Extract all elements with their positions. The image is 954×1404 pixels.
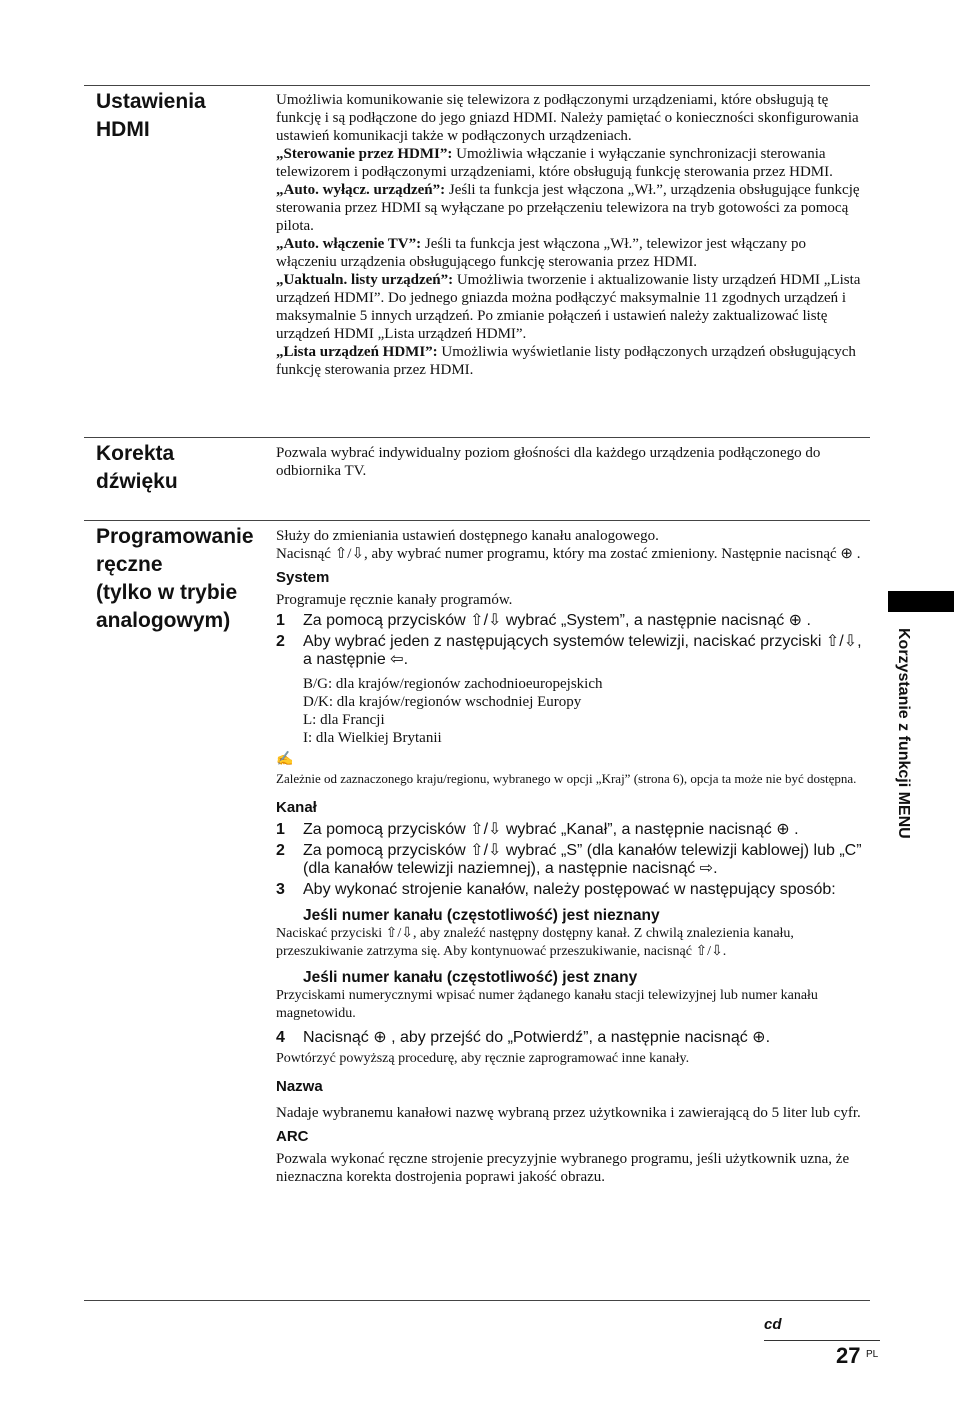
system-option: D/K: dla krajów/regionów wschodniej Europy <box>303 694 582 710</box>
item-text: Jeśli ta funkcja jest włączona „Wł.”, telewizor jest włączany po włączeniu urządzenia obsługującego funkcję sterowania przez HDMI. <box>276 236 806 270</box>
step <box>276 612 870 630</box>
item-label: „Auto. włączenie TV”: <box>276 236 422 252</box>
intro-text: Umożliwia komunikowanie się telewizora z podłączonymi urządzeniami, które obsługują tę funkcję i są podłączone do jego gniazd HDMI. Należy pamiętać o konieczności skonfigurowania ustawień komunikacji także w podłączonych urządzeniach. <box>276 92 859 144</box>
hdmi-item <box>276 145 870 181</box>
note-icon: ✍ <box>276 752 294 767</box>
page-language-suffix: PL <box>866 1349 879 1360</box>
step <box>276 1029 870 1047</box>
step-number: 1 <box>276 821 285 838</box>
section-divider <box>84 520 870 521</box>
intro-text: Nacisnąć ⇧/⇩, aby wybrać numer programu, który ma zostać zmieniony. Następnie nacisnąć ⊕ . <box>276 546 861 562</box>
step <box>276 821 870 839</box>
title-line: Ustawienia <box>96 90 206 113</box>
step-text: Nacisnąć ⊕ , aby przejść do „Potwierdź”, a następnie nacisnąć ⊕. <box>303 1029 771 1046</box>
section-body-hdmi <box>276 91 870 379</box>
page-number: 27 <box>836 1343 861 1368</box>
nazwa-text: Nadaje wybranemu kanałowi nazwę wybraną przez użytkownika i zawierającą do 5 liter lub cyfr. <box>276 1105 861 1121</box>
intro-text: Służy do zmieniania ustawień dostępnego kanału analogowego. <box>276 528 659 544</box>
section-title-korekta <box>96 440 271 496</box>
section-divider <box>84 437 870 438</box>
step <box>276 633 870 669</box>
system-option: L: dla Francji <box>303 712 385 728</box>
title-line: Programowanie <box>96 525 254 548</box>
title-line: (tylko w trybie <box>96 581 238 604</box>
system-option: I: dla Wielkiej Brytanii <box>303 730 442 746</box>
section-body-programowanie <box>276 527 870 1186</box>
item-label: „Sterowanie przez HDMI”: <box>276 146 453 162</box>
hdmi-item <box>276 343 870 379</box>
item-label: „Uaktualn. listy urządzeń”: <box>276 272 454 288</box>
step-number: 2 <box>276 633 285 650</box>
section-title-hdmi <box>96 88 271 144</box>
item-text: Umożliwia włączanie i wyłączanie synchronizacji sterowania telewizorem i podłączonymi urządzeniami, które obsługują funkcję sterowania przez HDMI. <box>276 146 833 180</box>
section-divider <box>84 85 870 86</box>
subheading-arc: ARC <box>276 1128 309 1145</box>
item-text: Jeśli ta funkcja jest włączona „Wł.”, urządzenia obsługujące funkcję sterowania przez HDMI są wyłączane po przełączeniu telewizora na tryb gotowości za pomocą pilota. <box>276 182 860 234</box>
hdmi-item <box>276 181 870 235</box>
item-label: „Lista urządzeń HDMI”: <box>276 344 438 360</box>
repeat-text: Powtórzyć powyższą procedurę, aby ręcznie zaprogramować inne kanały. <box>276 1051 690 1066</box>
section-divider <box>84 1300 870 1301</box>
step <box>276 842 870 878</box>
title-line: ręczne <box>96 553 163 576</box>
section-title-programowanie <box>96 523 271 635</box>
step-text: Za pomocą przycisków ⇧/⇩ wybrać „S” (dla kanałów telewizji kablowej) lub „C” (dla kanałów telewizji naziemnej), a następnie nacisnąć ⇨. <box>303 842 862 877</box>
step-number: 2 <box>276 842 285 859</box>
step-text: Aby wykonać strojenie kanałów, należy postępować w następujący sposób: <box>303 881 836 898</box>
section-body-korekta <box>276 444 870 480</box>
item-text: Umożliwia tworzenie i aktualizowanie listy urządzeń HDMI „Lista urządzeń HDMI”. Do jednego gniazda można podłączyć maksymalnie 11 zgodnych urządzeń i maksymalnie 5 innych urządzeń. Po zmianie połączeń i ustawień należy zaktualizować listę urządzeń HDMI „Lista urządzeń HDMI”. <box>276 272 861 342</box>
title-line: Korekta <box>96 442 175 465</box>
arc-text: Pozwala wykonać ręczne strojenie precyzyjnie wybranego programu, jeśli użytkownik uzna, że nieznaczna korekta dostrojenia poprawi jakość obrazu. <box>276 1151 850 1185</box>
step-text: Aby wybrać jeden z następujących systemów telewizji, naciskać przyciski ⇧/⇩, a następnie ⇦. <box>303 633 862 668</box>
system-options <box>303 675 870 747</box>
subheading-known: Jeśli numer kanału (częstotliwość) jest znany <box>303 969 638 986</box>
step-text: Za pomocą przycisków ⇧/⇩ wybrać „System”, a następnie nacisnąć ⊕ . <box>303 612 811 629</box>
side-tab-marker <box>888 591 954 612</box>
step-number: 3 <box>276 881 285 898</box>
step-number: 4 <box>276 1029 285 1046</box>
title-line: HDMI <box>96 118 150 141</box>
step-number: 1 <box>276 612 285 629</box>
step <box>276 881 870 899</box>
hdmi-item <box>276 235 870 271</box>
unknown-text: Naciskać przyciski ⇧/⇩, aby znaleźć następny dostępny kanał. Z chwilą znalezienia kanału, przeszukiwanie zatrzyma się. Aby kontynuować przeszukiwanie, nacisnąć ⇧/⇩. <box>276 926 794 959</box>
system-description: Programuje ręcznie kanały programów. <box>276 592 513 608</box>
item-text: Umożliwia wyświetlanie listy podłączonych urządzeń obsługujących funkcję sterowania przez HDMI. <box>276 344 856 378</box>
side-tab-label: Korzystanie z funkcji MENU <box>895 628 912 839</box>
footer-divider <box>764 1340 880 1341</box>
body-text: Pozwala wybrać indywidualny poziom głośności dla każdego urządzenia podłączonego do odbiornika TV. <box>276 445 821 479</box>
title-line: dźwięku <box>96 470 178 493</box>
system-option: B/G: dla krajów/regionów zachodnioeuropejskich <box>303 676 603 692</box>
title-line: analogowym) <box>96 609 231 632</box>
step-text: Za pomocą przycisków ⇧/⇩ wybrać „Kanał”, a następnie nacisnąć ⊕ . <box>303 821 799 838</box>
subheading-system: System <box>276 569 330 586</box>
known-text: Przyciskami numerycznymi wpisać numer żądanego kanału stacji telewizyjnej lub numer kanału magnetowidu. <box>276 988 818 1021</box>
item-label: „Auto. wyłącz. urządzeń”: <box>276 182 446 198</box>
note-text: Zależnie od zaznaczonego kraju/regionu, wybranego w opcji „Kraj” (strona 6), opcja ta może nie być dostępna. <box>276 771 857 786</box>
subheading-nazwa: Nazwa <box>276 1078 323 1095</box>
hdmi-item <box>276 271 870 343</box>
subheading-kanal: Kanał <box>276 799 317 816</box>
subheading-unknown: Jeśli numer kanału (częstotliwość) jest nieznany <box>303 907 660 924</box>
footer-code: cd <box>764 1316 782 1333</box>
